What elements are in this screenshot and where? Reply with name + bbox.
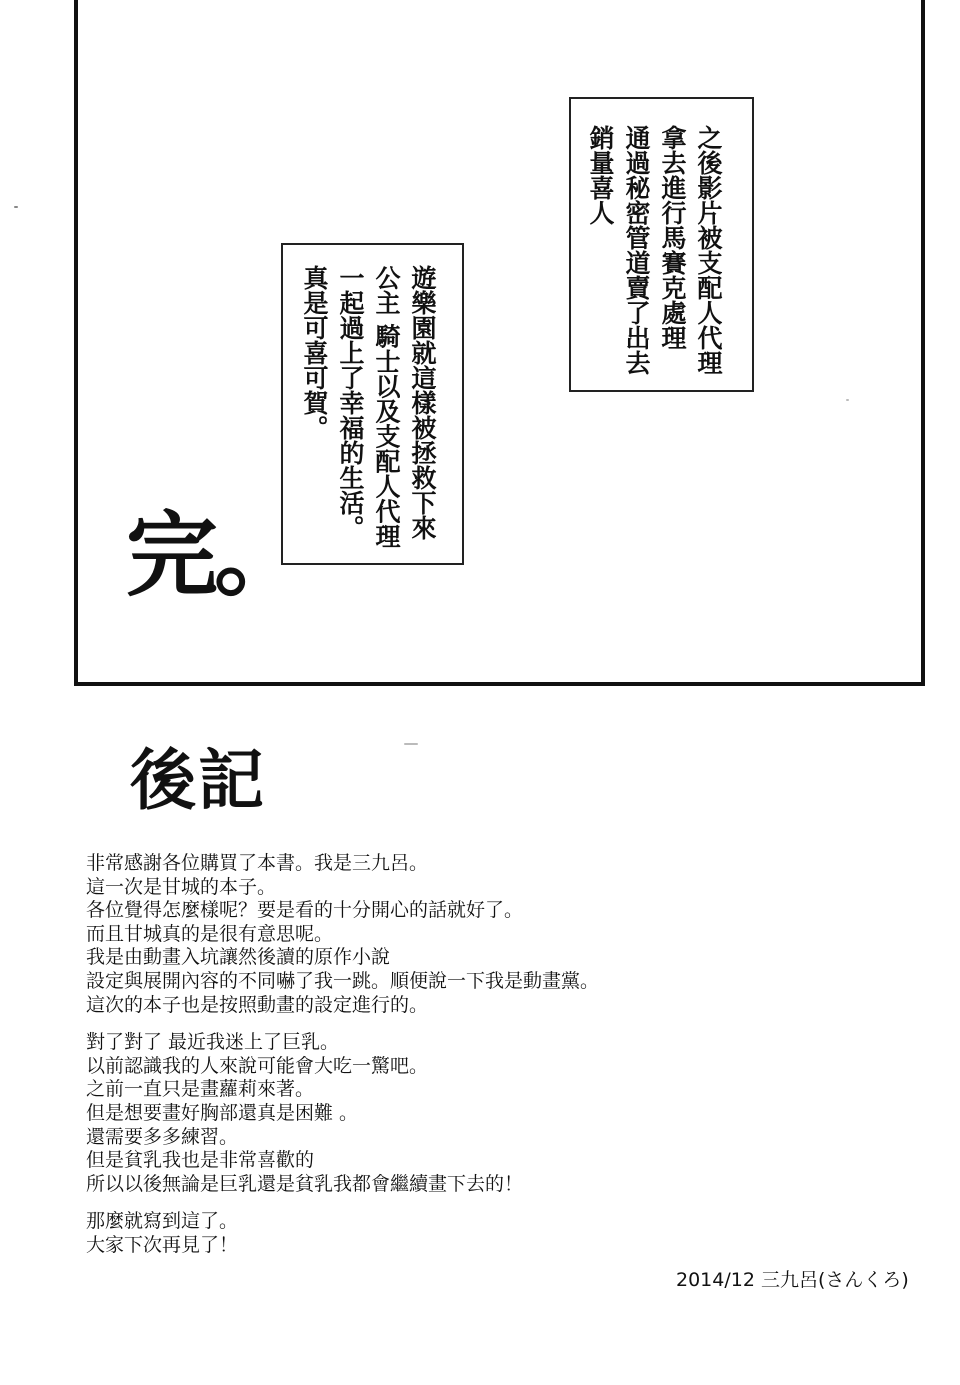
afterword-paragraph [86,1031,866,1196]
afterword-title: 後記 [130,742,266,819]
narration-line: 拿去進行馬賽克處理 [658,125,687,350]
scan-speck [846,399,849,401]
end-mark: 完。 [126,502,303,609]
afterword-line: 各位覺得怎麼樣呢？要是看的十分開心的話就好了。 [86,899,524,922]
afterword-line: 大家下次再見了！ [86,1233,239,1256]
afterword-paragraph [86,852,866,1017]
afterword-line: 設定與展開內容的不同嚇了我一跳。順便說一下我是動畫黨。 [86,969,600,992]
narration-line: 通過秘密管道賣了出去 [622,125,651,375]
narration-line: 一起過上了幸福的生活。 [336,265,365,540]
scan-speck [14,206,18,208]
narration-line: 遊樂園就這樣被拯救下來 [408,265,437,540]
afterword-line: 但是貧乳我也是非常喜歡的 [86,1149,315,1172]
afterword-paragraph [86,1210,866,1257]
narration-line: 公主 騎士以及支配人代理 [372,265,401,549]
afterword-line: 對了對了 最近我迷上了巨乳。 [86,1031,340,1054]
afterword-line: 但是想要畫好胸部還真是困難 。 [86,1101,359,1124]
afterword-line: 之前一直只是畫蘿莉來著。 [86,1078,315,1101]
afterword-line: 非常感謝各位購買了本書。我是三九呂。 [86,852,429,874]
afterword-line: 還需要多多練習。 [86,1125,239,1148]
narration-line: 真是可喜可賀。 [300,265,329,440]
afterword-line: 那麼就寫到這了。 [86,1210,239,1233]
narration-line: 之後影片被支配人代理 [694,125,723,375]
afterword-body [86,852,866,1272]
narration-columns [298,265,438,549]
signature: 2014/12 三九呂(さんくろ) [676,1269,909,1291]
narration-line: 銷量喜人 [586,125,615,225]
afterword-line: 這一次是甘城的本子。 [86,875,277,898]
scan-speck [404,743,418,745]
afterword-line: 這次的本子也是按照動畫的設定進行的。 [86,993,429,1016]
afterword-line: 所以以後無論是巨乳還是貧乳我都會繼續畫下去的！ [86,1172,524,1195]
narration-columns [584,125,724,375]
afterword-line: 以前認識我的人來說可能會大吃一驚吧。 [86,1054,429,1077]
narration-box-upper [569,97,754,392]
afterword-line: 而且甘城真的是很有意思呢。 [86,922,334,945]
narration-box-lower [281,243,464,565]
afterword-line: 我是由動畫入坑讓然後讀的原作小說 [86,946,391,969]
